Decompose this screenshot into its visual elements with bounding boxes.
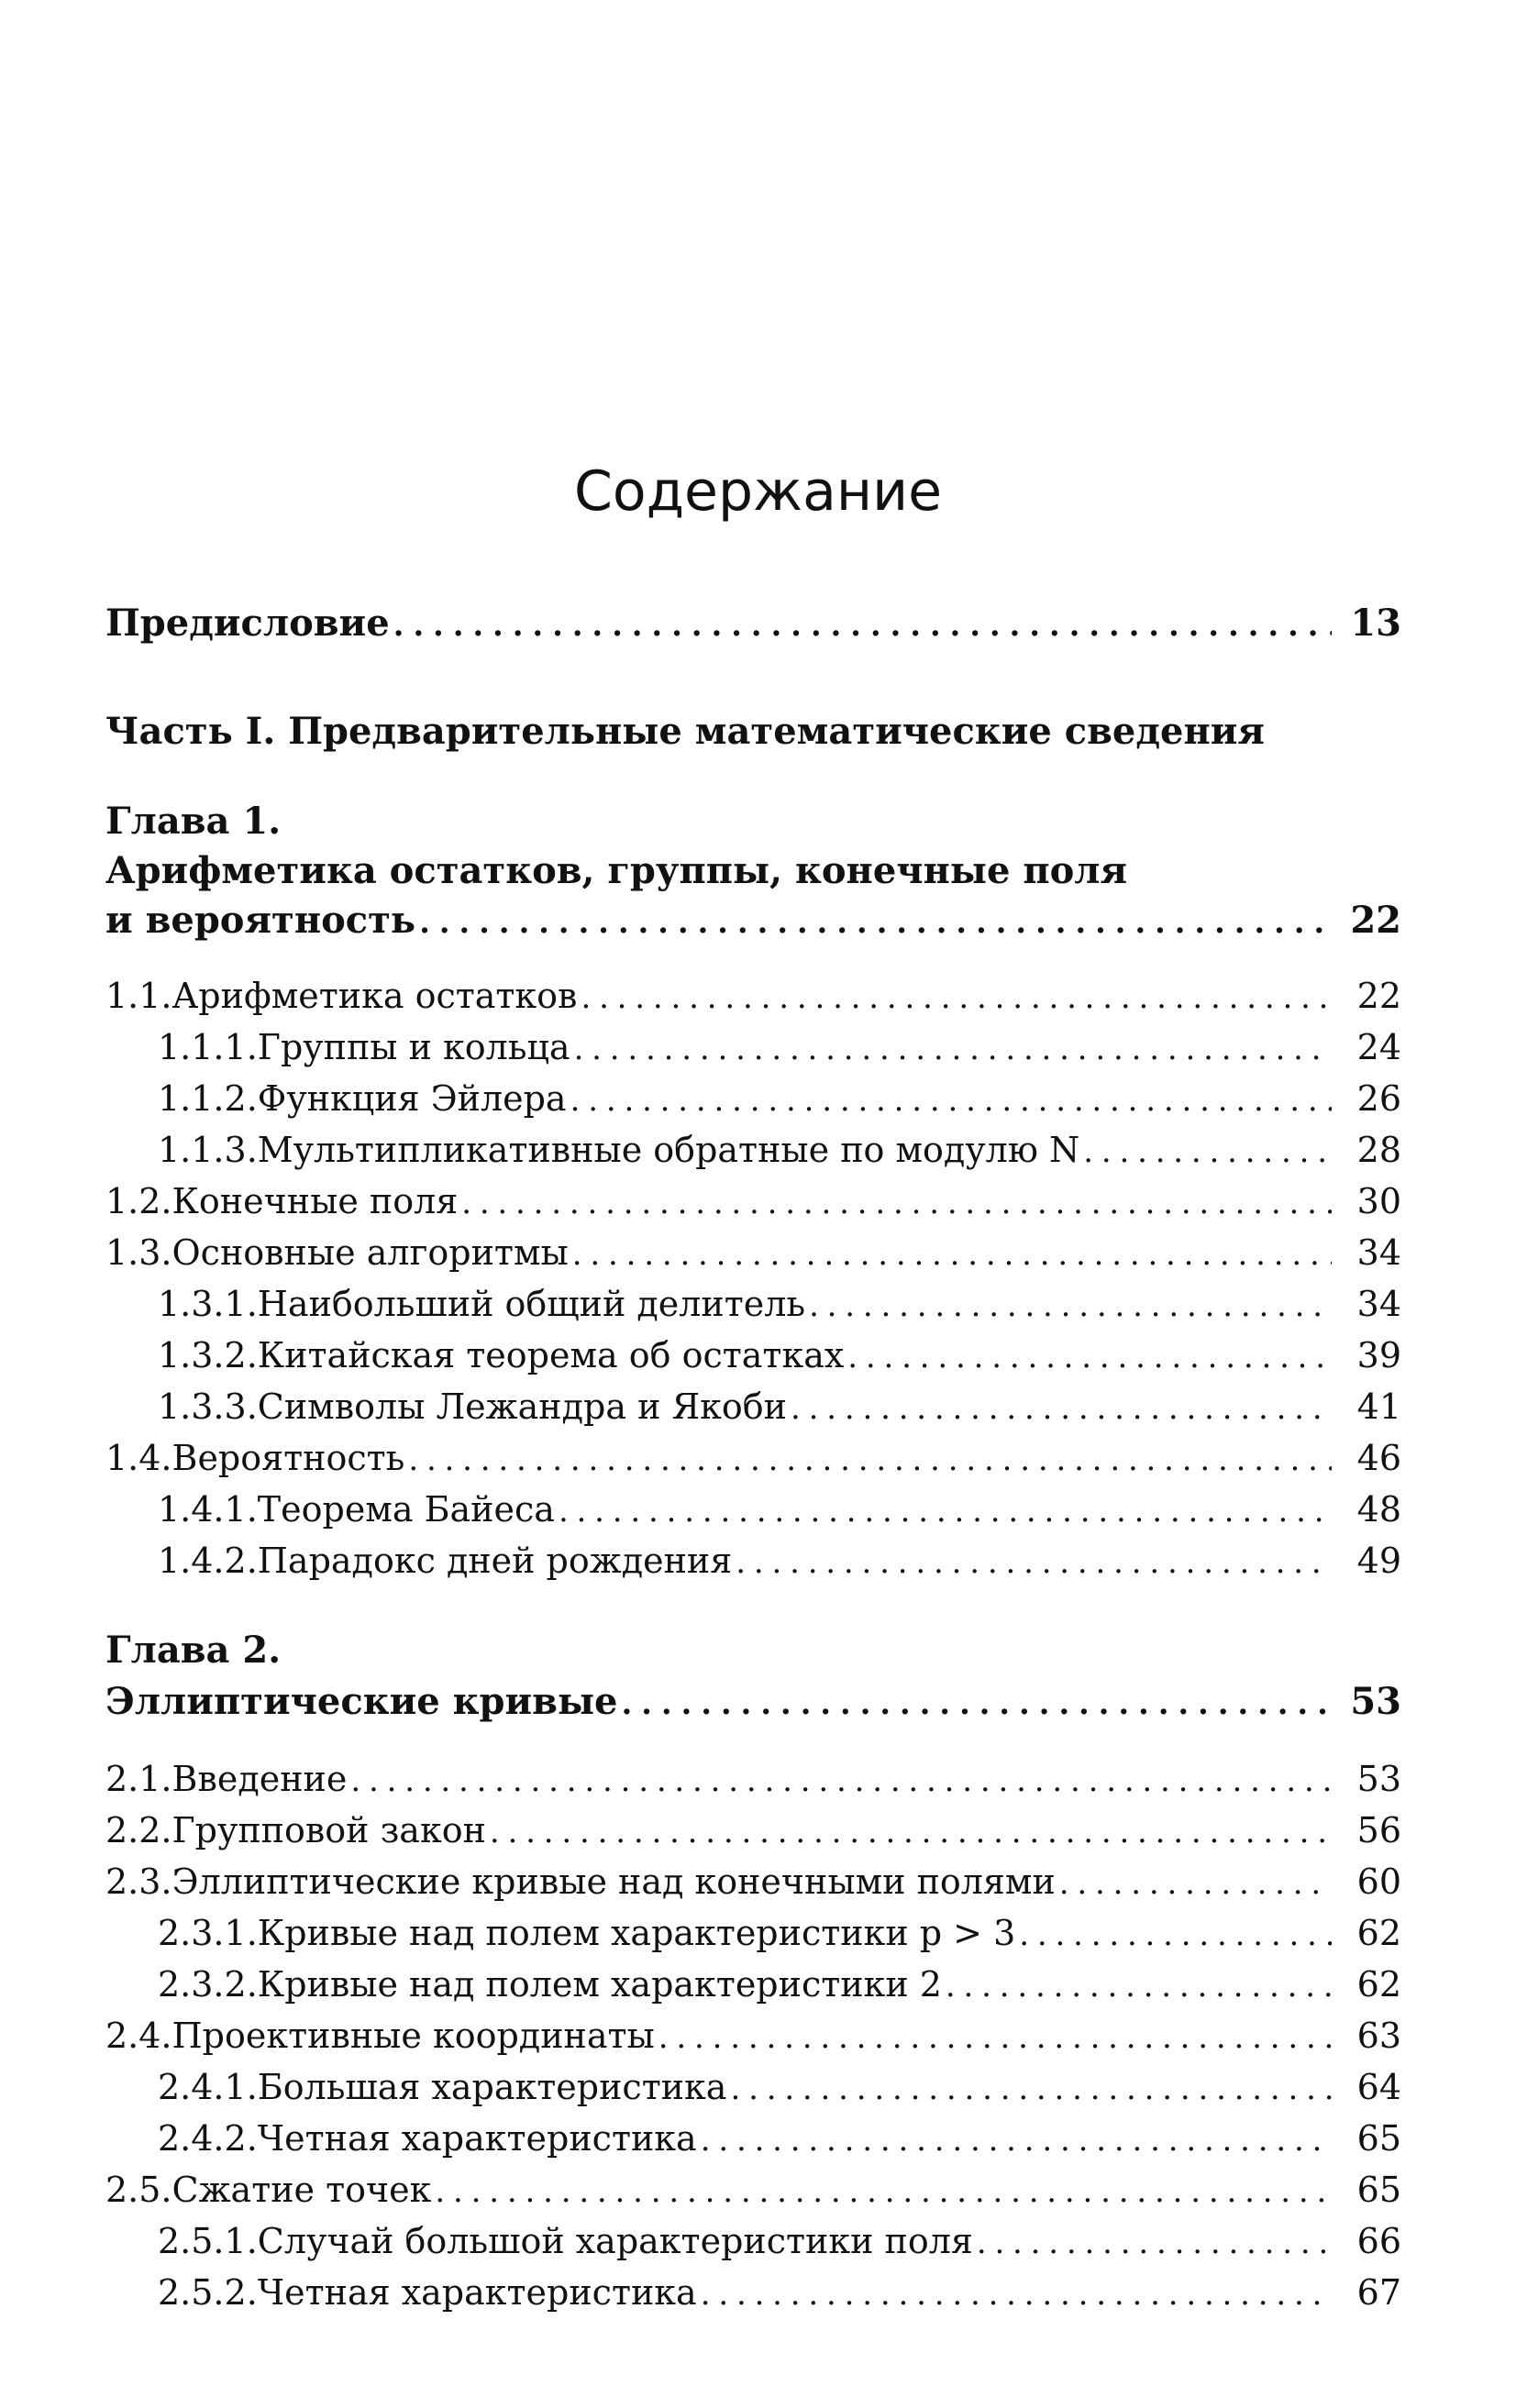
toc-entry-2-4[interactable] (105, 2010, 1401, 2061)
toc-entry-page: 24 (1356, 1027, 1401, 1067)
leader-dots (393, 600, 1332, 651)
leader-dots (1019, 1909, 1332, 1961)
toc-entry-page: 64 (1356, 2067, 1401, 2107)
part-heading: Часть I. Предварительные математические сведения (105, 710, 1265, 753)
toc-entry-page: 22 (1356, 976, 1401, 1016)
toc-entry-number: 1.3.1. (158, 1284, 258, 1324)
leader-dots (1083, 1126, 1332, 1177)
toc-entry-2-2[interactable] (105, 1805, 1401, 1856)
toc-entry-page: 53 (1350, 1680, 1401, 1723)
toc-entry-title: Конечные поля (172, 1181, 459, 1221)
leader-dots (408, 1434, 1332, 1486)
toc-entry-2-3[interactable] (105, 1856, 1401, 1907)
toc-entry-title: Четная характеристика (257, 2272, 697, 2313)
toc-entry-page: 65 (1356, 2170, 1401, 2210)
toc-entry-1-1-3[interactable] (105, 1124, 1401, 1176)
toc-entry-page: 65 (1356, 2118, 1401, 2159)
leader-dots (622, 1678, 1333, 1729)
toc-entry-1-1[interactable] (105, 970, 1401, 1022)
toc-entry-title: Китайская теорема об остатках (257, 1335, 845, 1375)
toc-entry-title: Функция Эйлера (257, 1078, 567, 1119)
toc-entry-page: 13 (1350, 602, 1401, 645)
toc-entry-page: 56 (1356, 1810, 1401, 1850)
toc-entry-number: 2.3.1. (158, 1913, 258, 1953)
toc-entry-1-4[interactable] (105, 1432, 1401, 1484)
toc-entry-page: 53 (1356, 1759, 1401, 1799)
toc-entry-page: 30 (1356, 1181, 1401, 1221)
toc-entry-1-3[interactable] (105, 1227, 1401, 1278)
toc-entry-title: Парадокс дней рождения (257, 1541, 733, 1581)
toc-entry-page: 41 (1356, 1386, 1401, 1427)
toc-entry-title: Четная характеристика (257, 2118, 697, 2159)
toc-entry-title: Символы Лежандра и Якоби (257, 1386, 787, 1427)
toc-entry-1-3-1[interactable] (105, 1278, 1401, 1330)
toc-entry-page: 26 (1356, 1078, 1401, 1119)
toc-entry-number: 1.4.1. (158, 1489, 258, 1530)
toc-entry-page: 60 (1356, 1861, 1401, 1902)
toc-entry-title: Арифметика остатков (172, 976, 578, 1016)
toc-entry-number: 1.4.2. (158, 1541, 258, 1581)
leader-dots (490, 1806, 1332, 1858)
leader-dots (419, 897, 1332, 948)
toc-entry-title: Вероятность (172, 1438, 405, 1478)
toc-entry-page: 48 (1356, 1489, 1401, 1530)
leader-dots (809, 1280, 1332, 1331)
toc-entry-1-3-2[interactable] (105, 1330, 1401, 1381)
toc-entry-number: 1.3.2. (158, 1335, 258, 1375)
leader-dots (581, 972, 1332, 1023)
toc-entry-number: 2.5.2. (158, 2272, 258, 2313)
toc-entry-number: 1.1. (105, 976, 172, 1016)
toc-entry-title: Введение (172, 1759, 348, 1799)
toc-entry-title: Эллиптические кривые над конечными полями (172, 1861, 1056, 1902)
leader-dots (847, 1331, 1332, 1383)
toc-entry-2-5[interactable] (105, 2164, 1401, 2215)
page-title: Содержание (573, 459, 943, 524)
toc-entry-page: 39 (1356, 1335, 1401, 1375)
toc-entry-title: Мультипликативные обратные по модулю N (257, 1130, 1080, 1170)
chapter-2-title: Эллиптические кривые (105, 1680, 618, 1723)
leader-dots (435, 2166, 1332, 2217)
toc-entry-title: Наибольший общий делитель (257, 1284, 806, 1324)
toc-entry-title: Кривые над полем характеристики 2 (257, 1964, 942, 2005)
toc-entry-title: Теорема Байеса (257, 1489, 555, 1530)
toc-entry-title: Групповой закон (172, 1810, 486, 1850)
toc-entry-page: 62 (1356, 1964, 1401, 2005)
chapter-2-label: Глава 2. (105, 1629, 282, 1672)
toc-entry-page: 67 (1356, 2272, 1401, 2313)
toc-entry-number: 1.1.3. (158, 1130, 258, 1170)
toc-entry-title: Кривые над полем характеристики p > 3 (257, 1913, 1016, 1953)
toc-entry-1-2[interactable] (105, 1176, 1401, 1227)
leader-dots (658, 2012, 1332, 2063)
toc-entry-number: 1.4. (105, 1438, 172, 1478)
toc-entry-number: 2.2. (105, 1810, 172, 1850)
toc-entry-title: Группы и кольца (257, 1027, 570, 1067)
toc-entry-2-4-2[interactable] (105, 2113, 1401, 2164)
toc-entry-page: 63 (1356, 2016, 1401, 2056)
toc-entry-page: 62 (1356, 1913, 1401, 1953)
leader-dots (736, 1537, 1332, 1588)
chapter-1-title-line1: Арифметика остатков, группы, конечные поля (105, 849, 1128, 892)
toc-entry-page: 28 (1356, 1130, 1401, 1170)
toc-entry-number: 2.4.2. (158, 2118, 258, 2159)
toc-entry-number: 1.3.3. (158, 1386, 258, 1427)
toc-entry-chapter-2[interactable] (105, 1676, 1401, 1728)
chapter-1-title-line2: и вероятность (105, 899, 416, 942)
leader-dots (574, 1023, 1332, 1075)
leader-dots (461, 1177, 1332, 1229)
toc-entry-page: 49 (1356, 1541, 1401, 1581)
toc-entry-page: 34 (1356, 1284, 1401, 1324)
toc-entry-2-3-1[interactable] (105, 1907, 1401, 1959)
toc-entry-page: 34 (1356, 1232, 1401, 1273)
toc-entry-number: 2.5.1. (158, 2221, 258, 2261)
toc-entry-number: 1.1.1. (158, 1027, 258, 1067)
toc-entry-number: 1.3. (105, 1232, 172, 1273)
leader-dots (701, 2115, 1332, 2166)
toc-entry-2-5-2[interactable] (105, 2267, 1401, 2318)
toc-entry-preface[interactable] (105, 598, 1401, 649)
toc-entry-title: Сжатие точек (172, 2170, 432, 2210)
toc-entry-1-4-2[interactable] (105, 1535, 1401, 1586)
toc-entry-page: 46 (1356, 1438, 1401, 1478)
leader-dots (350, 1755, 1332, 1806)
toc-entry-number: 2.4. (105, 2016, 172, 2056)
toc-entry-title: Случай большой характеристики поля (257, 2221, 973, 2261)
toc-entry-page: 22 (1350, 899, 1401, 942)
toc-entry-2-4-1[interactable] (105, 2061, 1401, 2113)
toc-entry-title: Основные алгоритмы (172, 1232, 569, 1273)
toc-entry-title: Проективные координаты (172, 2016, 655, 2056)
toc-entry-2-1[interactable] (105, 1753, 1401, 1805)
toc-entry-number: 2.4.1. (158, 2067, 258, 2107)
toc-entry-page: 66 (1356, 2221, 1401, 2261)
leader-dots (730, 2063, 1332, 2115)
leader-dots (946, 1961, 1332, 2012)
toc-entry-number: 1.2. (105, 1181, 172, 1221)
toc-entry-number: 1.1.2. (158, 1078, 258, 1119)
toc-entry-1-4-1[interactable] (105, 1484, 1401, 1535)
leader-dots (559, 1486, 1332, 1537)
toc-entry-number: 2.5. (105, 2170, 172, 2210)
toc-entry-title: Предисловие (105, 602, 390, 645)
toc-entry-number: 2.3.2. (158, 1964, 258, 2005)
toc-entry-2-5-1[interactable] (105, 2215, 1401, 2267)
leader-dots (701, 2269, 1332, 2320)
leader-dots (791, 1383, 1332, 1434)
leader-dots (570, 1075, 1332, 1126)
toc-entry-1-3-3[interactable] (105, 1381, 1401, 1432)
leader-dots (1059, 1858, 1332, 1909)
chapter-1-label: Глава 1. (105, 800, 282, 843)
leader-dots (572, 1229, 1332, 1280)
toc-entry-chapter-1[interactable] (105, 895, 1401, 946)
toc-entry-1-1-1[interactable] (105, 1022, 1401, 1073)
toc-entry-number: 2.1. (105, 1759, 172, 1799)
toc-entry-title: Большая характеристика (257, 2067, 727, 2107)
toc-entry-number: 2.3. (105, 1861, 172, 1902)
toc-entry-2-3-2[interactable] (105, 1959, 1401, 2010)
toc-entry-1-1-2[interactable] (105, 1073, 1401, 1124)
leader-dots (977, 2217, 1332, 2269)
